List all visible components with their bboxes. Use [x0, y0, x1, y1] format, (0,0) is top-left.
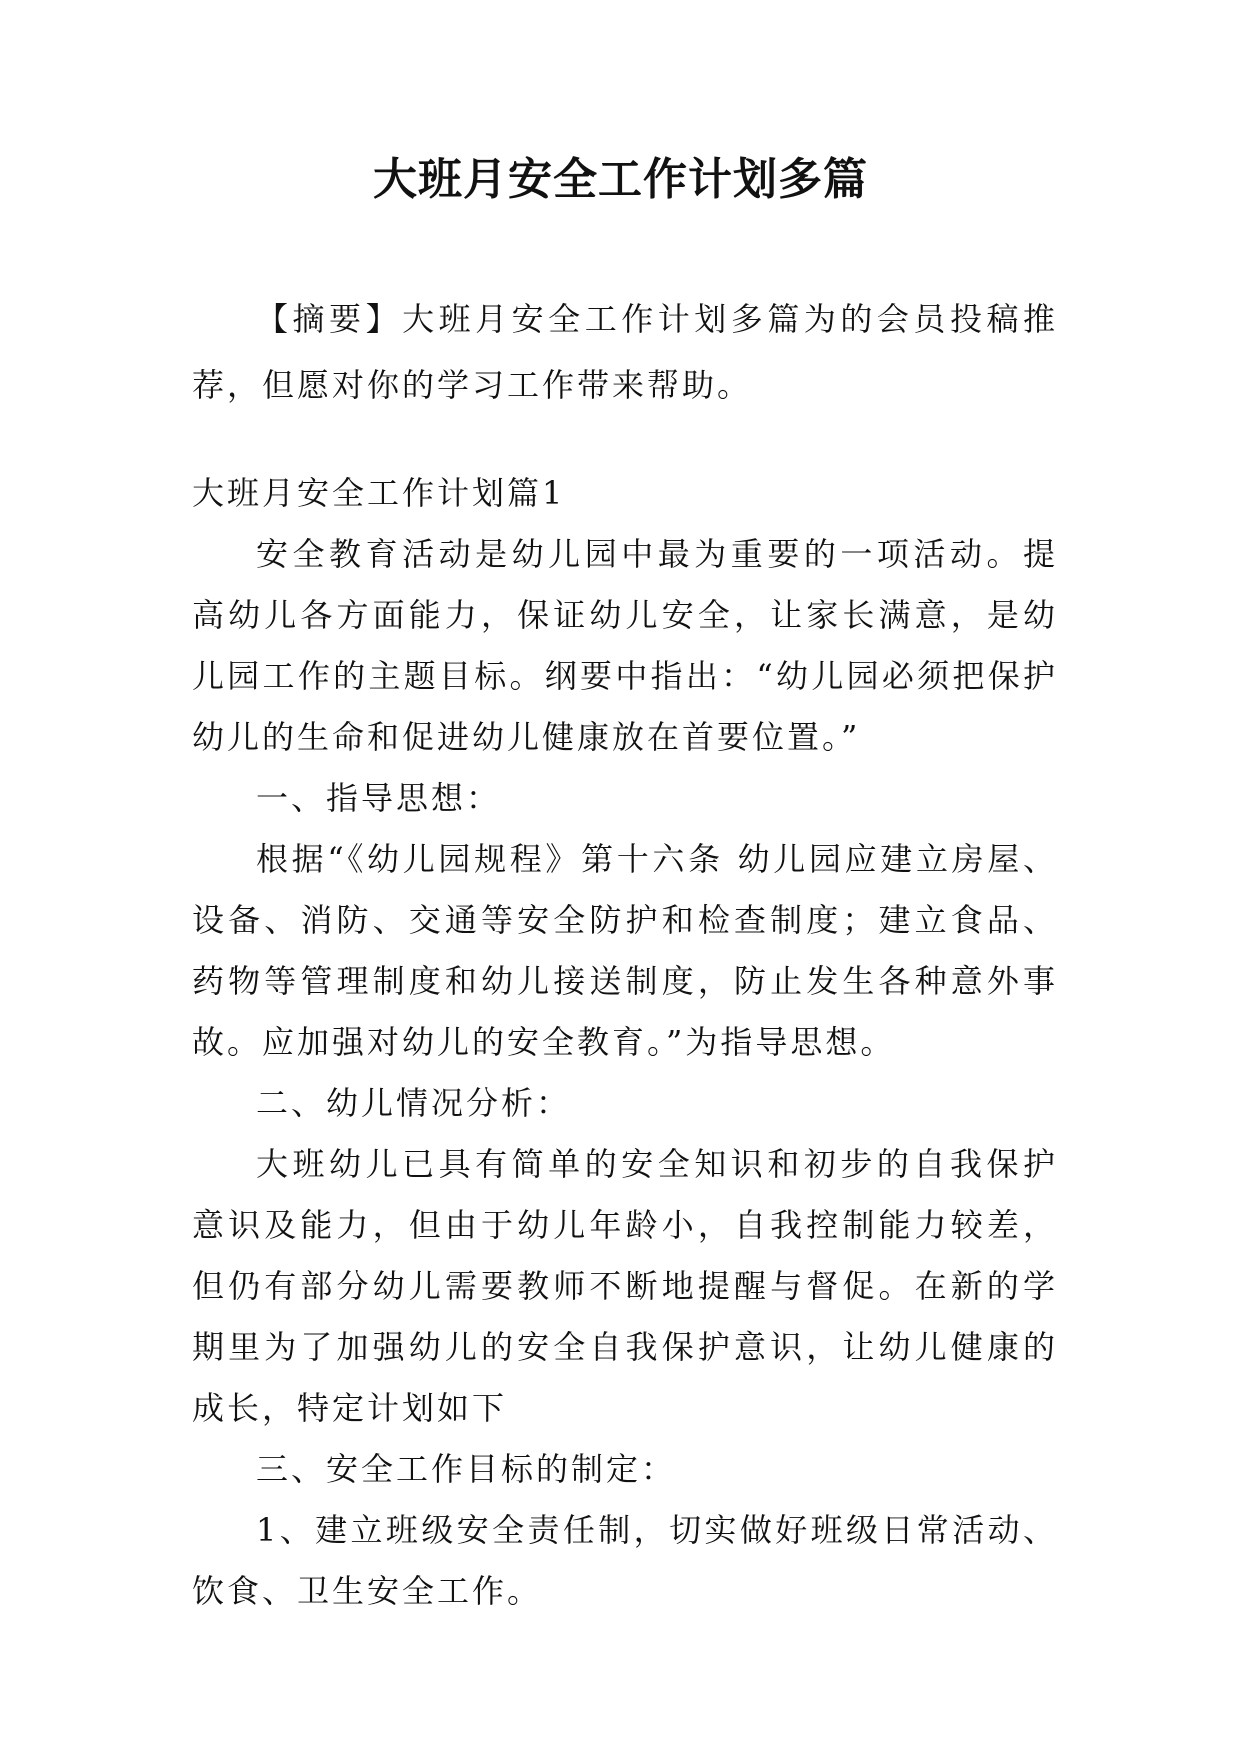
summary-block — [192, 286, 1058, 418]
heading-guiding-ideology: 一、指导思想： — [256, 779, 502, 817]
section-heading: 大班月安全工作计划篇1 — [192, 474, 566, 512]
summary-paragraph: 【摘要】大班月安全工作计划多篇为的会员投稿推荐，但愿对你的学习工作带来帮助。 — [192, 300, 1058, 404]
document-title: 大班月安全工作计划多篇 — [373, 154, 868, 205]
paragraph-child-analysis: 大班幼儿已具有简单的安全知识和初步的自我保护意识及能力，但由于幼儿年龄小，自我控制能力较差，但仍有部分幼儿需要教师不断地提醒与督促。在新的学期里为了加强幼儿的安全自我保护意识，让幼儿健康的成长，特定计划如下 — [192, 1145, 1058, 1427]
heading-child-analysis: 二、幼儿情况分析： — [256, 1084, 572, 1122]
paragraph-safety-goal-1: 1、建立班级安全责任制，切实做好班级日常活动、饮食、卫生安全工作。 — [192, 1511, 1058, 1610]
paragraph-guiding-ideology: 根据“《幼儿园规程》第十六条 幼儿园应建立房屋、设备、消防、交通等安全防护和检查制度；建立食品、药物等管理制度和幼儿接送制度，防止发生各种意外事故。应加强对幼儿的安全教育。”为指导思想。 — [192, 840, 1058, 1061]
paragraph-intro: 安全教育活动是幼儿园中最为重要的一项活动。提高幼儿各方面能力，保证幼儿安全，让家长满意，是幼儿园工作的主题目标。纲要中指出：“幼儿园必须把保护幼儿的生命和促进幼儿健康放在首要位置。” — [192, 535, 1058, 756]
heading-safety-goals: 三、安全工作目标的制定： — [256, 1450, 677, 1488]
document-body — [192, 463, 1058, 1622]
